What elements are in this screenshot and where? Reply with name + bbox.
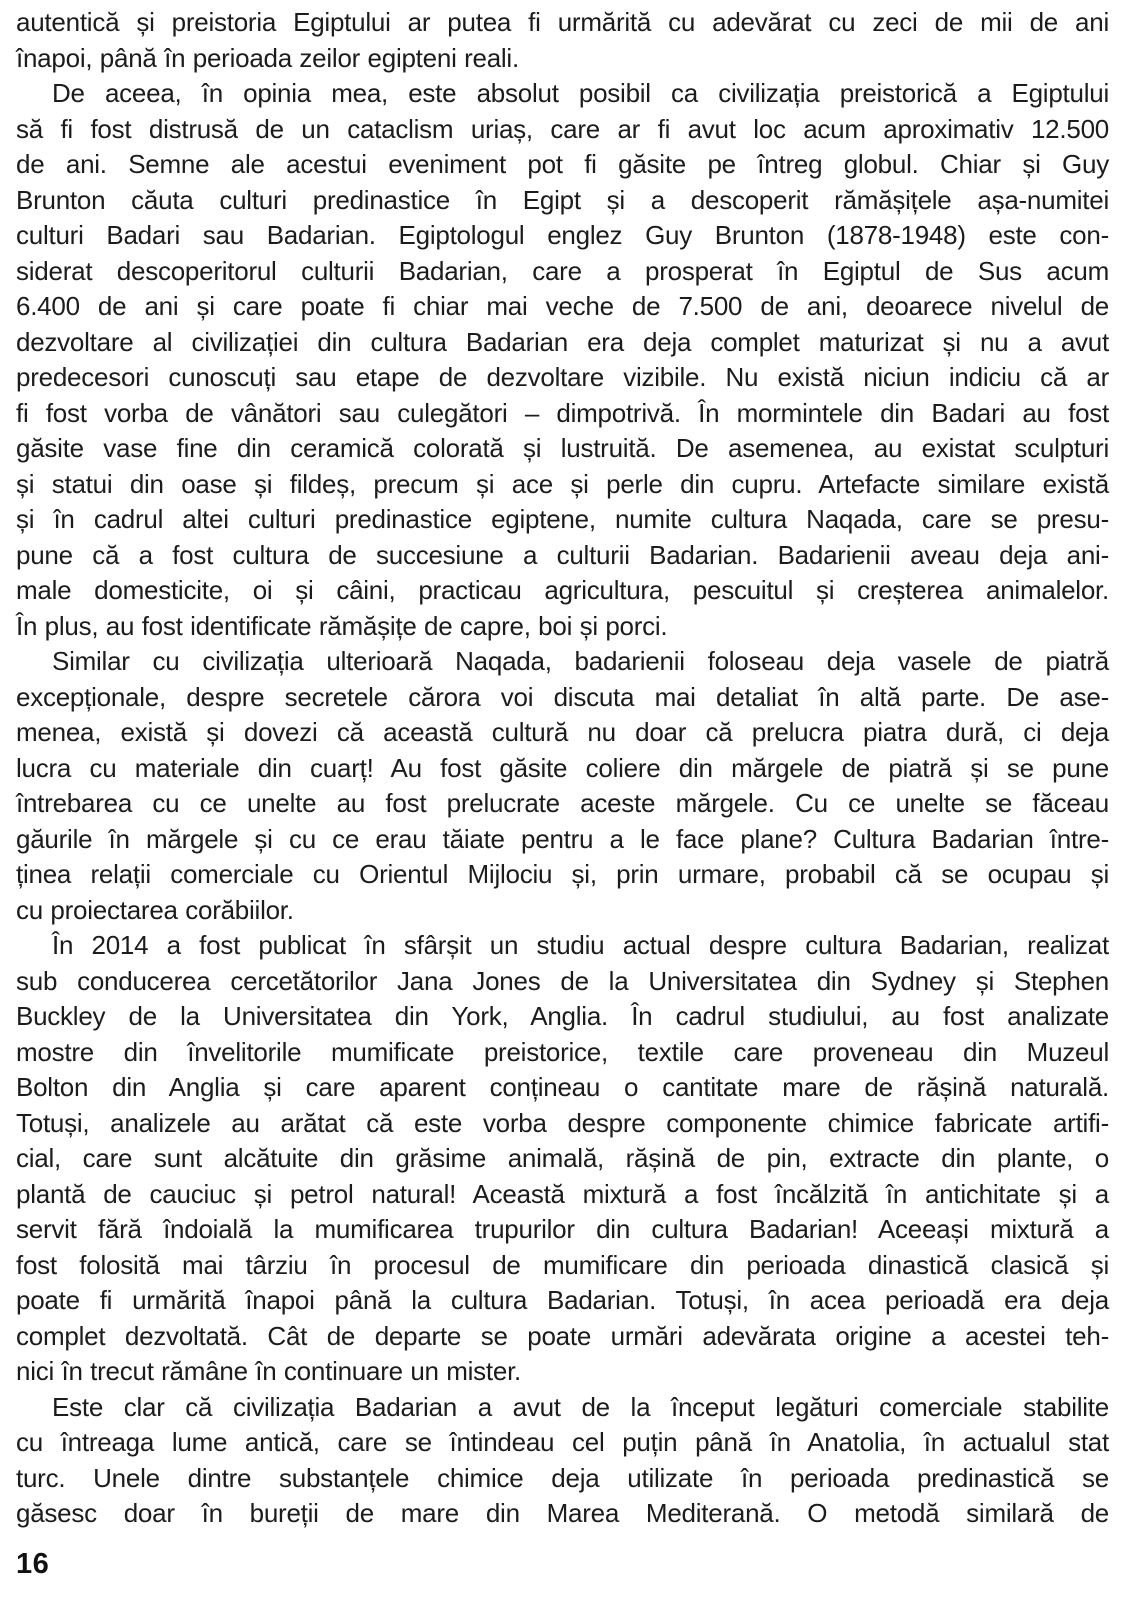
text-line: De aceea, în opinia mea, este absolut posibil ca civilizația preistorică a Egiptului [52,78,1109,108]
text-line: cial, care sunt alcătuite din grăsime animală, rășină de pin, extracte din plante, o [16,1143,1109,1173]
page-number: 16 [16,1548,50,1580]
text-line: pune că a fost cultura de succesiune a culturii Badarian. Badarienii aveau deja ani- [16,539,1109,570]
text-line: Este clar că civilizația Badarian a avut de la început legături comerciale stabilite [52,1391,1109,1422]
text-line: înapoi, până în perioada zeilor egipteni reali. [16,42,519,73]
text-line: servit fără îndoială la mumificarea trupurilor din cultura Badarian! Aceeași mixtură a [16,1214,1109,1244]
text-line: În 2014 a fost publicat în sfârșit un studiu actual despre cultura Badarian, realizat [52,930,1109,960]
text-line: turc. Unele dintre substanțele chimice deja utilizate în perioada predinastică se [16,1462,1109,1493]
paragraph [16,644,1109,928]
body-text [16,5,1109,1532]
text-line: găsesc doar în bureții de mare din Marea Mediterană. O metodă similară de [16,1498,1109,1528]
text-line: cu întreaga lume antică, care se întindeau cel puțin până în Anatolia, în actualul stat [16,1427,1109,1457]
text-line: dezvoltare al civilizației din cultura Badarian era deja complet maturizat și nu a avut [16,326,1109,357]
text-line: Similar cu civilizația ulterioară Naqada, badarienii foloseau deja vasele de piatră [52,646,1109,676]
text-line: complet dezvoltată. Cât de departe se poate urmări adevărata origine a acestei teh- [16,1320,1109,1351]
text-line: nici în trecut rămâne în continuare un mister. [16,1356,522,1386]
text-line: Bolton din Anglia și care aparent conțineau o cantitate mare de rășină naturală. [16,1072,1109,1102]
text-line: plantă de cauciuc și petrol natural! Această mixtură a fost încălzită în antichitate și a [16,1178,1109,1209]
paragraph [16,5,1109,76]
text-line: mostre din învelitorile mumificate preistorice, textile care proveneau din Muzeul [16,1036,1109,1067]
text-line: 6.400 de ani și care poate fi chiar mai veche de 7.500 de ani, deoarece nivelul de [16,291,1109,321]
text-line: și statui din oase și fildeș, precum și ace și perle din cupru. Artefacte similare există [16,468,1109,499]
text-line: cu proiectarea corăbiilor. [16,894,294,925]
text-line: găsite vase fine din ceramică colorată și lustruită. De asemenea, au existat sculpturi [16,433,1109,463]
text-line: să fi fost distrusă de un cataclism uriaș, care ar fi avut loc acum aproximativ 12.500 [16,113,1109,144]
text-line: În plus, au fost identificate rămășițe de capre, boi și porci. [16,610,668,641]
text-line: menea, există și dovezi că această cultură nu doar că prelucra piatra dură, ci deja [16,717,1109,747]
text-line: Buckley de la Universitatea din York, Anglia. În cadrul studiului, au fost analizate [16,1001,1109,1031]
text-line: și în cadrul altei culturi predinastice egiptene, numite cultura Naqada, care se presu- [16,504,1109,534]
text-line: Totuși, analizele au arătat că este vorba despre componente chimice fabricate artifi- [16,1107,1109,1138]
text-line: poate fi urmărită înapoi până la cultura Badarian. Totuși, în acea perioadă era deja [16,1285,1109,1315]
text-line: culturi Badari sau Badarian. Egiptologul englez Guy Brunton (1878-1948) este con- [16,220,1109,250]
text-line: siderat descoperitorul culturii Badarian, care a prosperat în Egiptul de Sus acum [16,255,1109,286]
text-line: fi fost vorba de vânători sau culegători – dimpotrivă. În mormintele din Badari au fost [16,397,1109,428]
text-line: de ani. Semne ale acestui eveniment pot fi găsite pe întreg globul. Chiar și Guy [16,149,1109,179]
text-line: Brunton căuta culturi predinastice în Egipt și a descoperit rămășițele așa-numitei [16,184,1109,215]
paragraph [16,76,1109,644]
paragraph [16,1390,1109,1532]
text-line: întrebarea cu ce unelte au fost prelucrate aceste mărgele. Cu ce unelte se făceau [16,788,1109,818]
text-line: lucra cu materiale din cuarț! Au fost găsite coliere din mărgele de piatră și se pune [16,752,1109,783]
paragraph [16,928,1109,1390]
text-line: fost folosită mai târziu în procesul de mumificare din perioada dinastică clasică și [16,1249,1109,1280]
text-line: ținea relații comerciale cu Orientul Mijlociu și, prin urmare, probabil că se ocupau și [16,859,1109,889]
text-line: sub conducerea cercetătorilor Jana Jones de la Universitatea din Sydney și Stephen [16,965,1109,996]
text-line: găurile în mărgele și cu ce erau tăiate pentru a le face plane? Cultura Badarian între- [16,823,1109,854]
text-line: male domesticite, oi și câini, practicau agricultura, pescuitul și creșterea animalelor. [16,575,1109,605]
text-line: predecesori cunoscuți sau etape de dezvoltare vizibile. Nu există niciun indiciu că ar [16,362,1109,392]
text-line: excepționale, despre secretele cărora voi discuta mai detaliat în altă parte. De ase- [16,681,1109,712]
text-line: autentică și preistoria Egiptului ar putea fi urmărită cu adevărat cu zeci de mii de ani [16,7,1109,37]
